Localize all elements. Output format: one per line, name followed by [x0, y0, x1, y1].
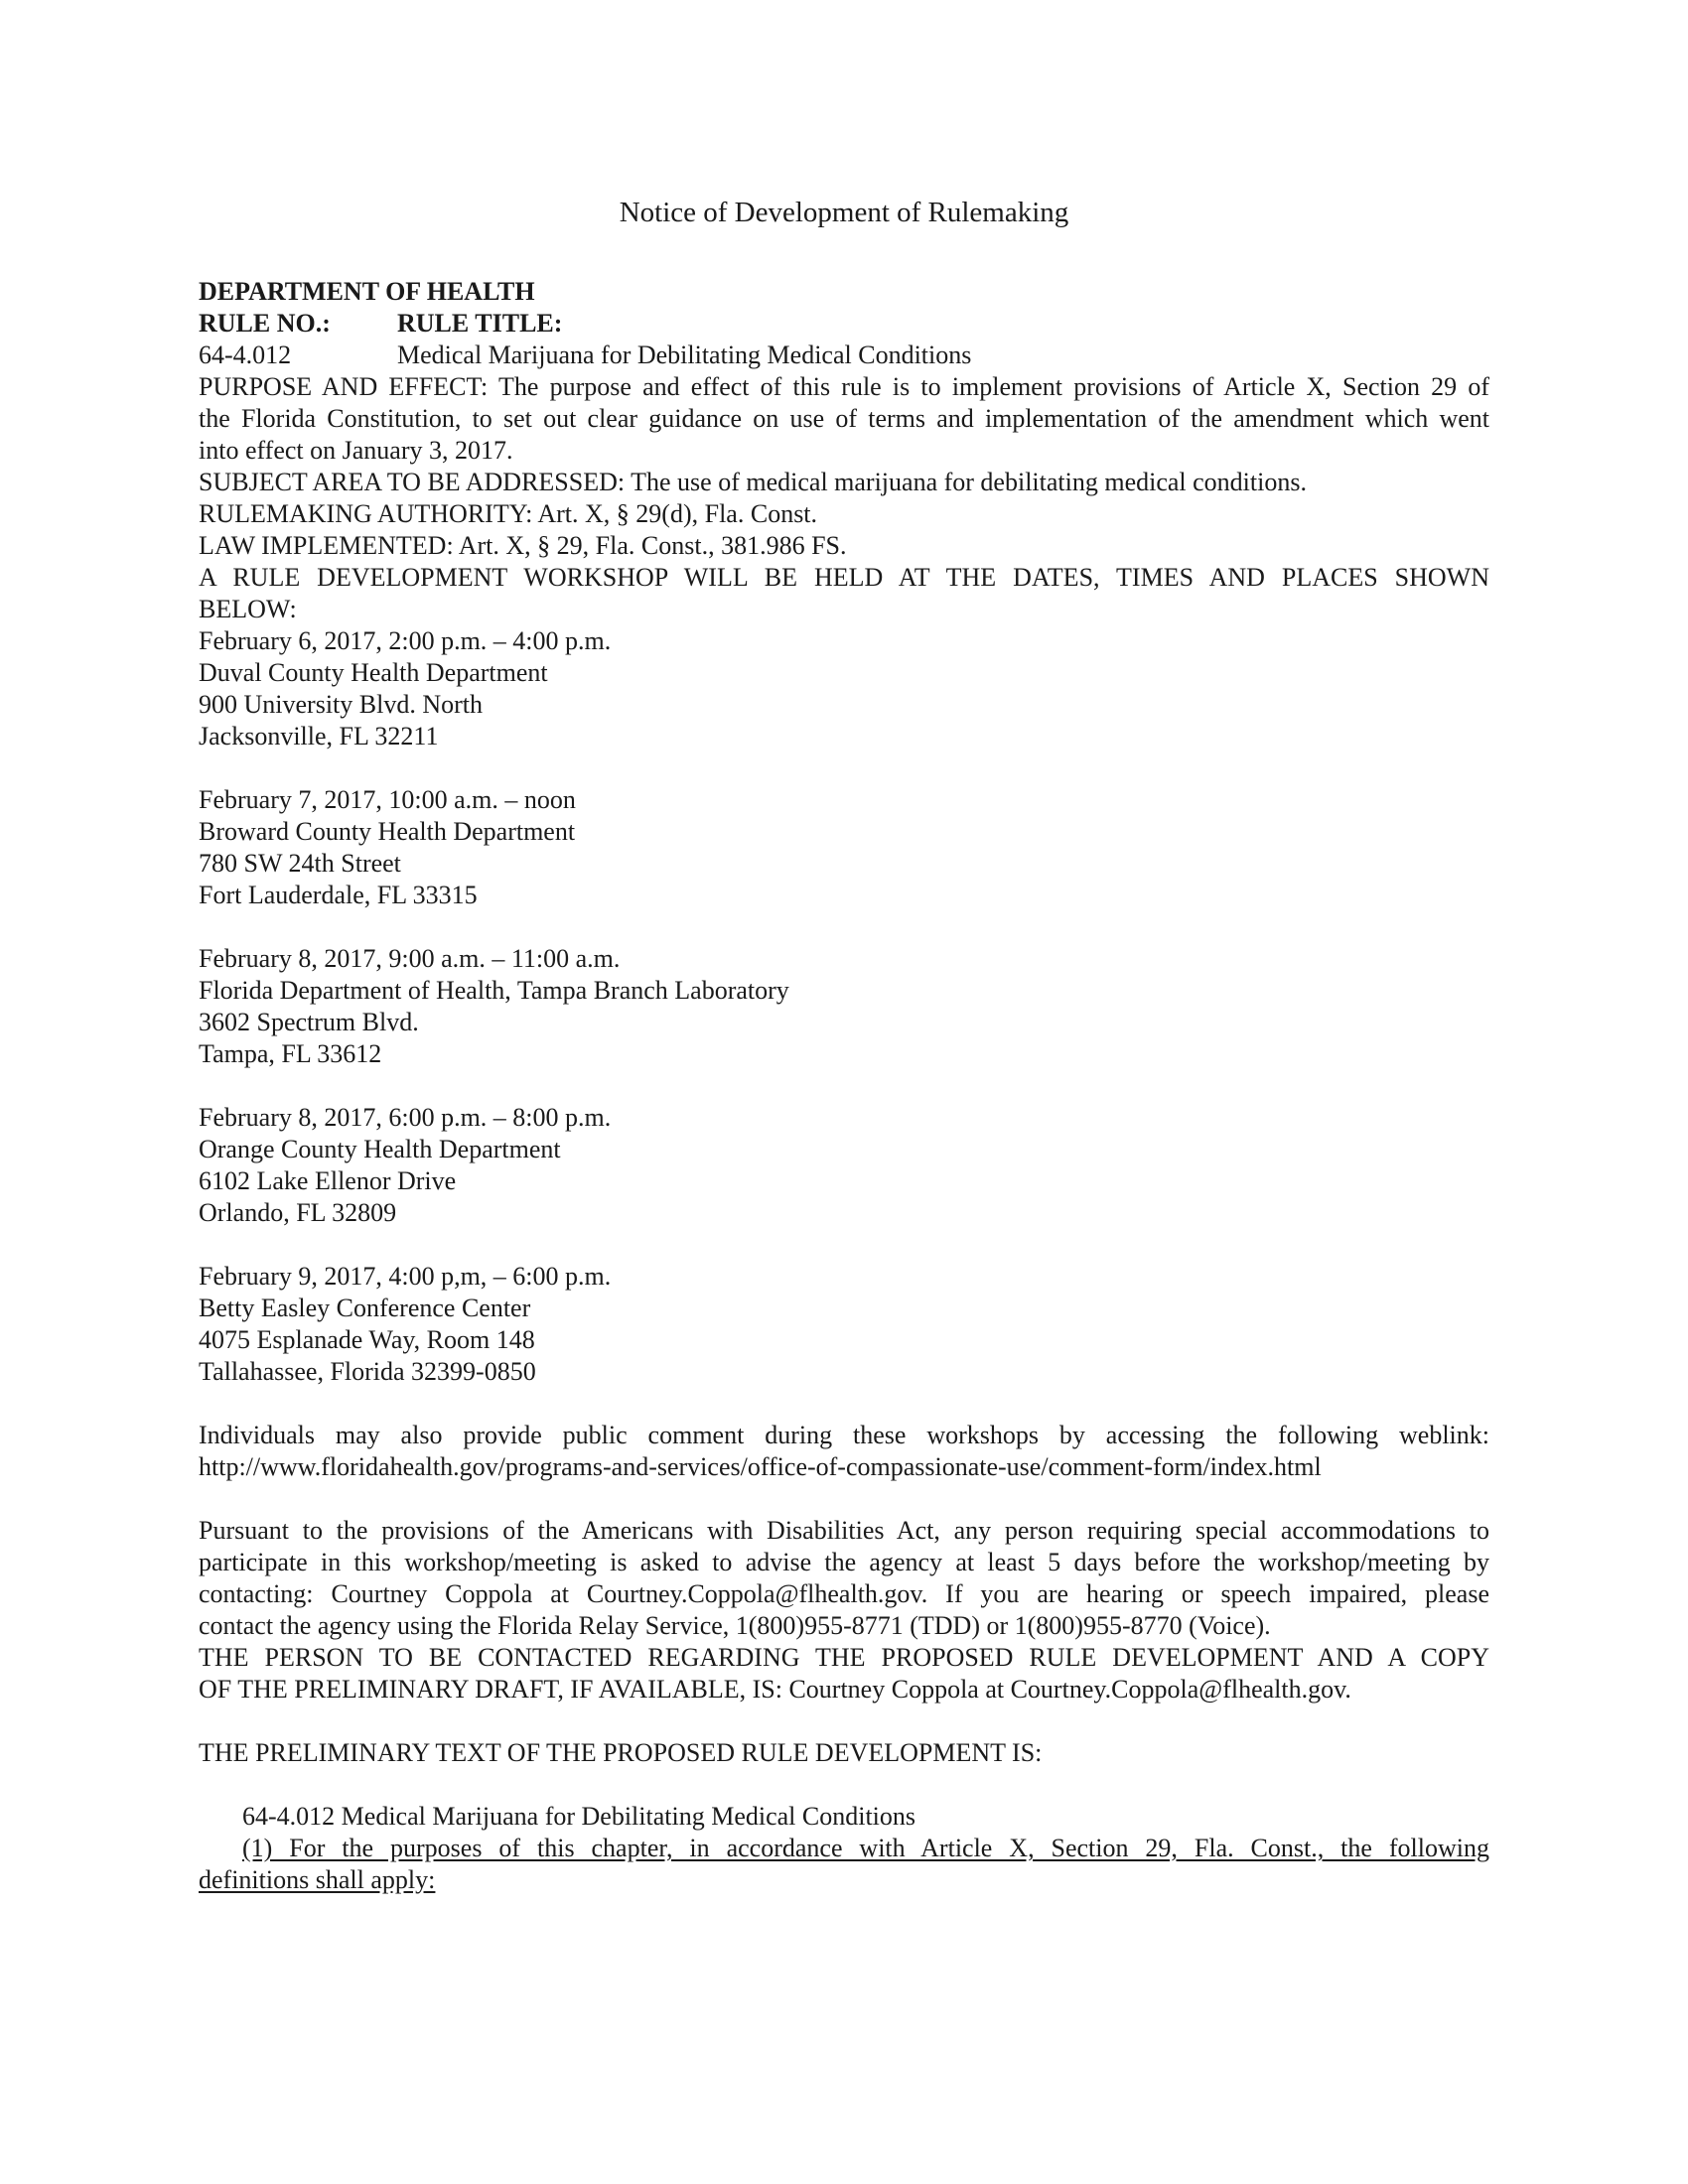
workshop-entry [199, 784, 1489, 911]
workshop-datetime: February 6, 2017, 2:00 p.m. – 4:00 p.m. [199, 626, 612, 655]
rule-heading: 64-4.012 Medical Marijuana for Debilitating Medical Conditions [242, 1802, 916, 1831]
workshop-entry [199, 625, 1489, 752]
workshop-entry [199, 1102, 1489, 1229]
rule-title-label: RULE TITLE: [397, 309, 563, 338]
contact-line-1: THE PERSON TO BE CONTACTED REGARDING THE PROPOSED RULE DEVELOPMENT AND A COPY [199, 1643, 1489, 1672]
rule-text-line-2-text: definitions shall apply: [199, 1865, 436, 1894]
purpose-line-2: the Florida Constitution, to set out clear guidance on use of terms and implementation of the amendment which went [199, 404, 1489, 433]
workshop-datetime: February 9, 2017, 4:00 p,m, – 6:00 p.m. [199, 1262, 612, 1291]
workshop-place: Orange County Health Department [199, 1135, 561, 1163]
workshop-city: Orlando, FL 32809 [199, 1198, 397, 1227]
law-implemented: LAW IMPLEMENTED: Art. X, § 29, Fla. Const., 381.986 FS. [199, 531, 847, 560]
comment-weblink[interactable]: http://www.floridahealth.gov/programs-and-services/office-of-compassionate-use/comment-form/index.html [199, 1452, 1322, 1481]
rule-value-row [199, 340, 1489, 371]
document-page [199, 195, 1489, 1896]
workshop-place: Florida Department of Health, Tampa Branch Laboratory [199, 976, 789, 1005]
rule-no-label: RULE NO.: [199, 309, 331, 338]
workshop-city: Jacksonville, FL 32211 [199, 722, 439, 751]
workshop-street: 6102 Lake Ellenor Drive [199, 1166, 457, 1195]
workshop-datetime: February 8, 2017, 9:00 a.m. – 11:00 a.m. [199, 944, 621, 973]
ada-line-4: contact the agency using the Florida Relay Service, 1(800)955-8771 (TDD) or 1(800)955-8770 (Voice). [199, 1611, 1271, 1640]
workshop-entry [199, 943, 1489, 1070]
workshop-datetime: February 7, 2017, 10:00 a.m. – noon [199, 785, 576, 814]
rule-text-line-1: (1) For the purposes of this chapter, in accordance with Article X, Section 29, Fla. Const., the following [242, 1834, 1489, 1862]
workshop-city: Fort Lauderdale, FL 33315 [199, 881, 478, 909]
workshop-datetime: February 8, 2017, 6:00 p.m. – 8:00 p.m. [199, 1103, 612, 1132]
workshop-place: Broward County Health Department [199, 817, 576, 846]
rule-title: Medical Marijuana for Debilitating Medical Conditions [397, 341, 972, 369]
rule-number: 64-4.012 [199, 341, 292, 369]
workshop-street: 3602 Spectrum Blvd. [199, 1008, 419, 1036]
workshop-street: 900 University Blvd. North [199, 690, 483, 719]
comment-line: Individuals may also provide public comment during these workshops by accessing the following weblink: [199, 1421, 1489, 1449]
document-title: Notice of Development of Rulemaking [619, 197, 1069, 228]
workshop-place: Duval County Health Department [199, 658, 548, 687]
subject-area: SUBJECT AREA TO BE ADDRESSED: The use of medical marijuana for debilitating medical conditions. [199, 468, 1307, 496]
rulemaking-authority: RULEMAKING AUTHORITY: Art. X, § 29(d), Fla. Const. [199, 499, 818, 528]
workshop-entry [199, 1261, 1489, 1388]
contact-line-2: OF THE PRELIMINARY DRAFT, IF AVAILABLE, IS: Courtney Coppola at Courtney.Coppola@flhealth.gov. [199, 1675, 1351, 1704]
ada-line-1: Pursuant to the provisions of the Americans with Disabilities Act, any person requiring special accommodations to [199, 1516, 1489, 1545]
preliminary-heading: THE PRELIMINARY TEXT OF THE PROPOSED RULE DEVELOPMENT IS: [199, 1738, 1043, 1767]
workshop-notice-line-1: A RULE DEVELOPMENT WORKSHOP WILL BE HELD AT THE DATES, TIMES AND PLACES SHOWN [199, 563, 1489, 592]
workshop-notice-line-2: BELOW: [199, 595, 297, 623]
workshop-place: Betty Easley Conference Center [199, 1294, 531, 1322]
workshop-street: 780 SW 24th Street [199, 849, 401, 878]
purpose-line-3: into effect on January 3, 2017. [199, 436, 513, 465]
ada-line-3: contacting: Courtney Coppola at Courtney.Coppola@flhealth.gov. If you are hearing or speech impaired, please [199, 1579, 1489, 1608]
workshop-street: 4075 Esplanade Way, Room 148 [199, 1325, 535, 1354]
rule-header-row [199, 308, 1489, 340]
workshop-city: Tampa, FL 33612 [199, 1039, 382, 1068]
purpose-line-1: PURPOSE AND EFFECT: The purpose and effect of this rule is to implement provisions of Article X, Section 29 of [199, 372, 1489, 401]
rule-text-line-2 [199, 1864, 1489, 1896]
workshop-city: Tallahassee, Florida 32399-0850 [199, 1357, 536, 1386]
ada-line-2: participate in this workshop/meeting is asked to advise the agency at least 5 days before the workshop/meeting by [199, 1548, 1489, 1576]
department-name: DEPARTMENT OF HEALTH [199, 277, 535, 306]
